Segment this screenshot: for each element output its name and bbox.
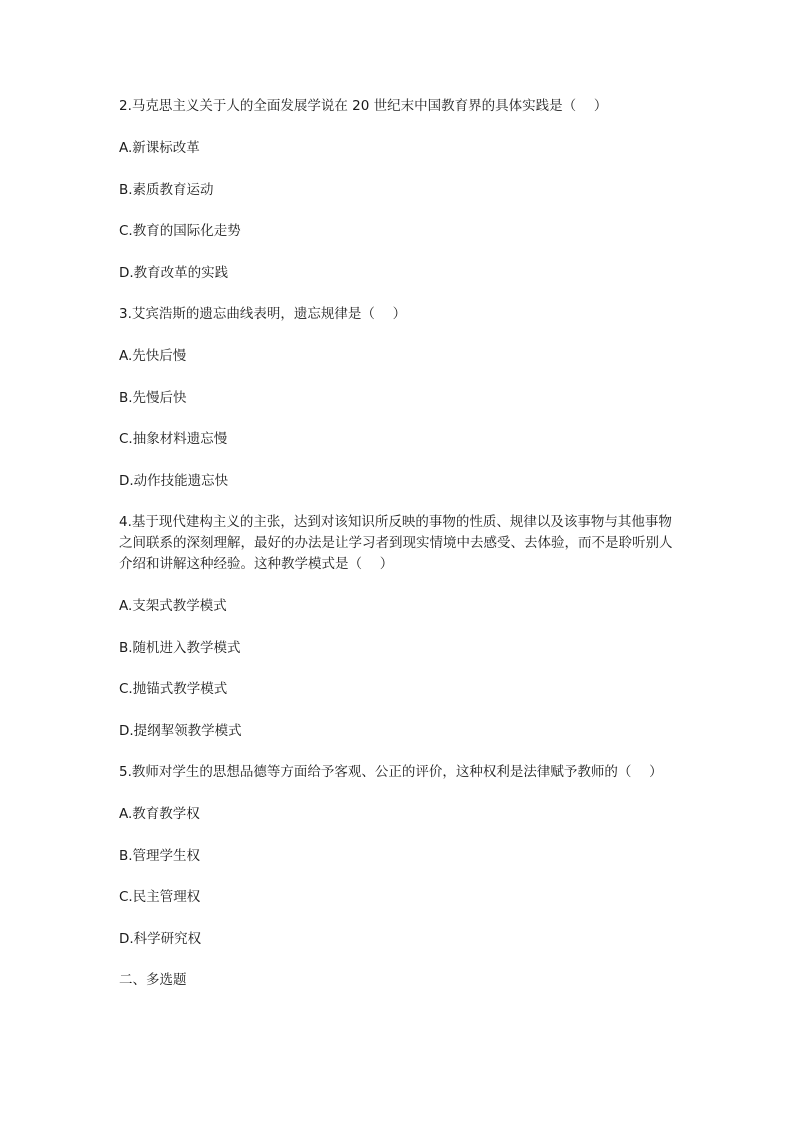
question-stem: 3.艾宾浩斯的遗忘曲线表明，遗忘规律是（ ） (119, 306, 407, 322)
answer-option: C.抽象材料遗忘慢 (119, 431, 228, 447)
answer-option: B.管理学生权 (119, 847, 201, 864)
question-stem: 4.基于现代建构主义的主张，达到对该知识所反映的事物的性质、规律以及该事物与其他事物之间联系的深刻理解，最好的办法是让学习者到现实情境中去感受、去体验，而不是聆听别人介绍和讲解这种经验。这种教学模式是（ ） (119, 514, 673, 572)
answer-option: B.素质教育运动 (119, 181, 214, 198)
answer-option: D.教育改革的实践 (119, 264, 229, 281)
answer-option: D.动作技能遗忘快 (119, 472, 229, 489)
answer-option: D.科学研究权 (119, 930, 202, 947)
question-block (119, 96, 679, 284)
answer-option: B.先慢后快 (119, 389, 187, 406)
question-block (119, 762, 679, 950)
question-block (119, 304, 679, 492)
question-block (119, 512, 679, 742)
answer-option: D.提纲挈领教学模式 (119, 722, 242, 739)
answer-option: A.教育教学权 (119, 806, 200, 822)
answer-option: C.民主管理权 (119, 889, 201, 905)
answer-option: B.随机进入教学模式 (119, 639, 241, 656)
answer-option: A.先快后慢 (119, 348, 187, 364)
answer-option: A.新课标改革 (119, 140, 200, 156)
answer-option: C.抛锚式教学模式 (119, 681, 228, 697)
answer-option: A.支架式教学模式 (119, 598, 227, 614)
answer-option: C.教育的国际化走势 (119, 223, 241, 239)
question-stem: 2.马克思主义关于人的全面发展学说在 20 世纪末中国教育界的具体实践是（ ） (119, 98, 608, 114)
page-content (119, 96, 679, 991)
question-stem: 5.教师对学生的思想品德等方面给予客观、公正的评价，这种权利是法律赋予教师的（ ） (119, 764, 663, 780)
section-heading: 二、多选题 (119, 972, 187, 988)
